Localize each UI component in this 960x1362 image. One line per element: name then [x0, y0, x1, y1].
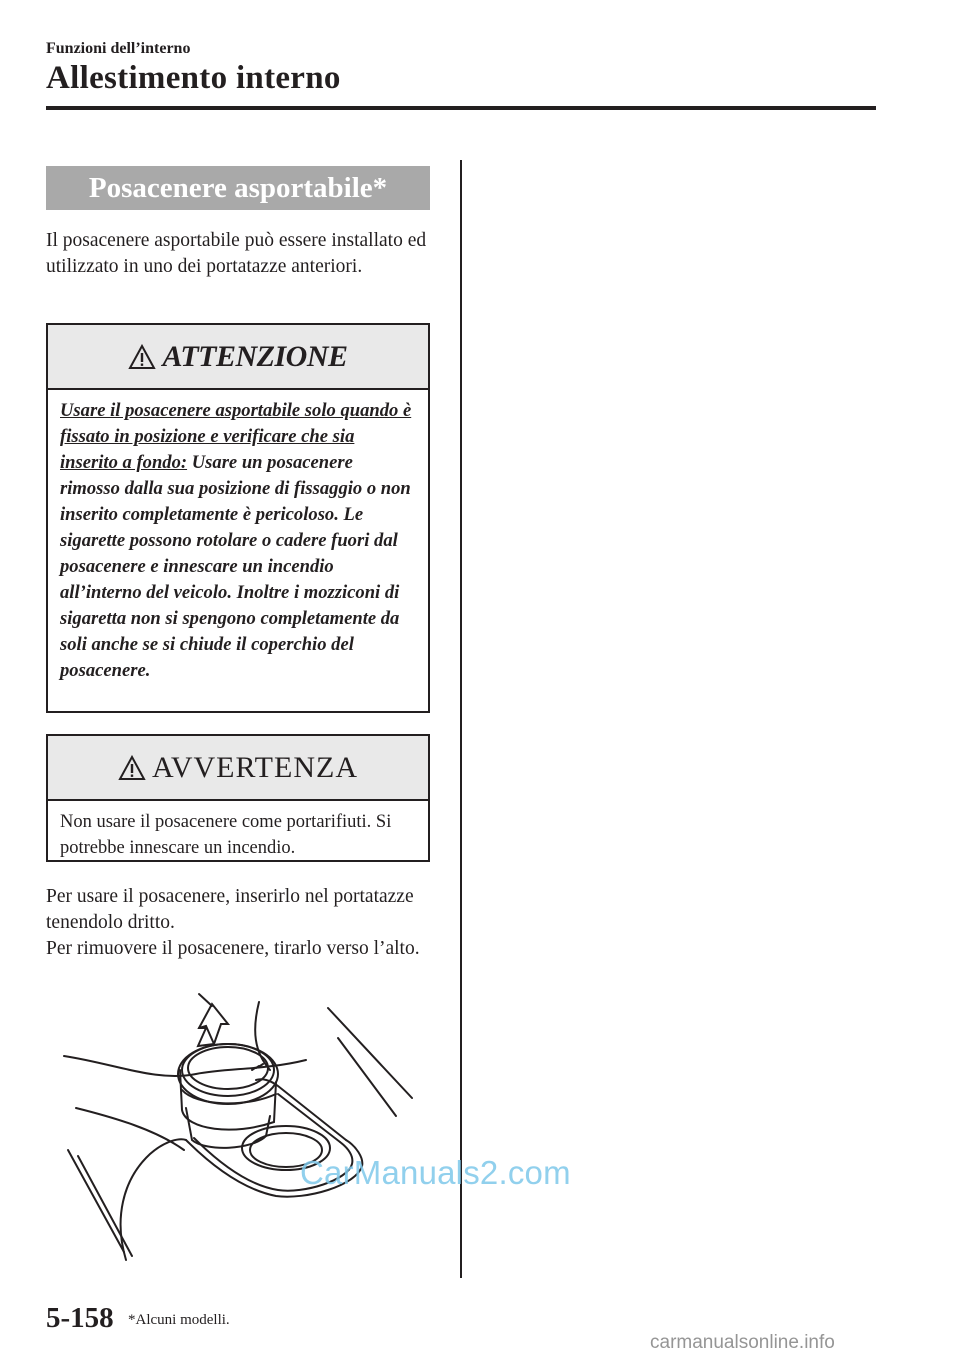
warning-lead: Usare il posacenere asportabile solo quando è fissato in posizione e verificare che sia inserito a fondo:: [60, 400, 412, 473]
warning-body: [48, 390, 428, 684]
caution-title: AVVERTENZA: [152, 750, 358, 784]
warning-triangle-icon: [128, 344, 156, 370]
page-number: 5-158: [46, 1302, 114, 1334]
illustration-watermark: CarManuals2.com: [300, 1154, 571, 1191]
column-divider: [460, 160, 462, 1278]
usage-paragraph: [46, 884, 436, 962]
page-watermark: carmanualsonline.info: [650, 1332, 835, 1353]
warning-text: Usare un posacenere rimosso dalla sua posizione di fissaggio o non inserito completamente è pericoloso. Le sigarette possono rotolare o cadere fuori dal posacenere e innescare un incendio all’interno del veicolo. Inoltre i mozziconi di sigaretta non si spengono completamente da soli anche se si chiude il coperchio del posacenere.: [60, 452, 411, 681]
usage-line-1: Per usare il posacenere, inserirlo nel portatazze tenendolo dritto.: [46, 886, 414, 933]
section-heading: Posacenere asportabile*: [46, 166, 430, 210]
footnote: *Alcuni modelli.: [128, 1312, 230, 1328]
caution-body: Non usare il posacenere come portarifiuti. Si potrebbe innescare un incendio.: [60, 812, 392, 858]
header-rule: [46, 106, 876, 110]
caution-box: [46, 734, 430, 862]
warning-box: [46, 323, 430, 713]
chapter-title: Allestimento interno: [46, 60, 341, 96]
caution-header: [48, 736, 428, 801]
section-label: Funzioni dell’interno: [46, 40, 191, 57]
intro-paragraph: Il posacenere asportabile può essere installato ed utilizzato in uno dei portatazze anteriori.: [46, 230, 427, 277]
usage-line-2: Per rimuovere il posacenere, tirarlo verso l’alto.: [46, 938, 420, 959]
warning-title: ATTENZIONE: [162, 339, 348, 373]
ashtray-illustration: [56, 990, 426, 1280]
warning-header: [48, 325, 428, 390]
warning-triangle-icon: [118, 755, 146, 781]
